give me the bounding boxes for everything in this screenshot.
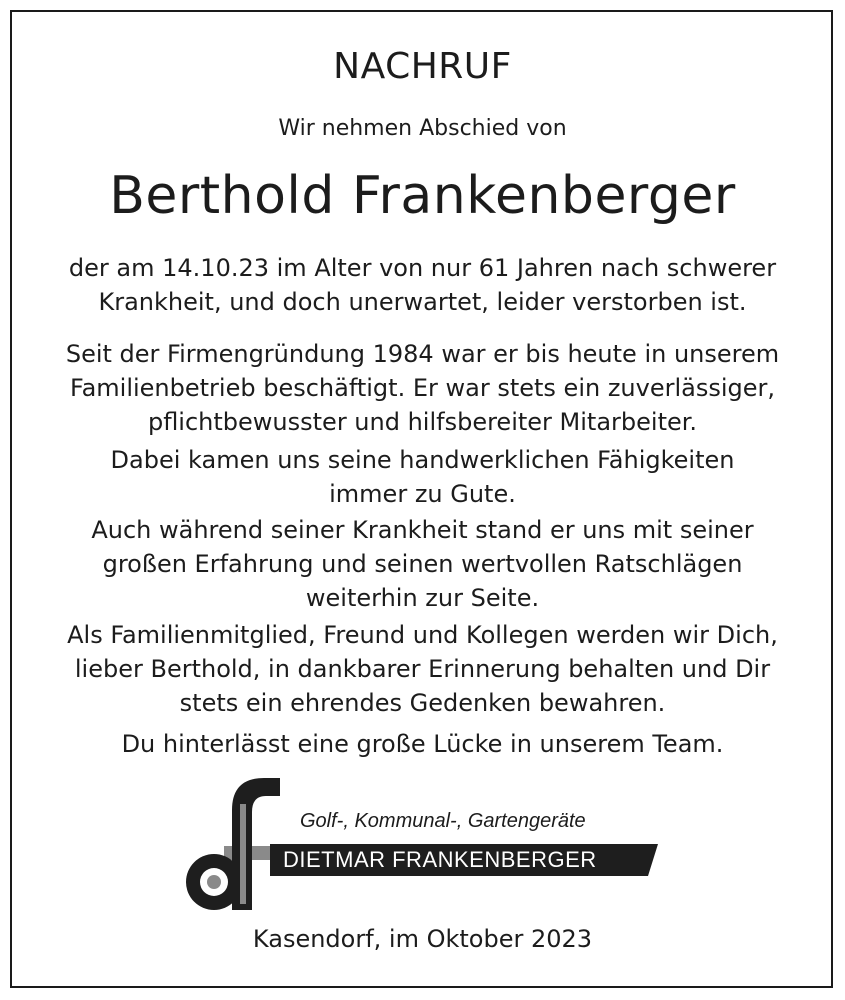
text-line: weiterhin zur Seite. [305, 584, 540, 612]
company-tagline: Golf-, Kommunal-, Gartengeräte [300, 810, 586, 832]
text-line: Seit der Firmengründung 1984 war er bis heute in unserem [65, 340, 780, 368]
paragraph-remembrance [0, 618, 845, 720]
text-line: Als Familienmitglied, Freund und Kollegen werden wir Dich, [67, 621, 778, 649]
paragraph-death-announcement [0, 251, 845, 319]
company-name: DIETMAR FRANKENBERGER [283, 847, 597, 872]
paragraph-illness [0, 513, 845, 615]
company-logo [180, 770, 660, 920]
text-line: pflichtbewusster und hilfsbereiter Mitarbeiter. [147, 408, 698, 436]
place-and-date: Kasendorf, im Oktober 2023 [252, 925, 593, 953]
text-line: Du hinterlässt eine große Lücke in unserem Team. [121, 730, 724, 758]
text-line: immer zu Gute. [329, 480, 516, 508]
text-line: großen Erfahrung und seinen wertvollen Ratschlägen [102, 550, 743, 578]
deceased-name: Berthold Frankenberger [109, 166, 736, 226]
notice-intro: Wir nehmen Abschied von [278, 116, 567, 141]
paragraph-employment [0, 337, 845, 439]
paragraph-skills [0, 443, 845, 511]
text-line: der am 14.10.23 im Alter von nur 61 Jahren nach schwerer [68, 254, 777, 282]
text-line: Auch während seiner Krankheit stand er uns mit seiner [91, 516, 754, 544]
text-line: Krankheit, und doch unerwartet, leider verstorben ist. [98, 288, 747, 316]
paragraph-farewell [0, 727, 845, 761]
text-line: stets ein ehrendes Gedenken bewahren. [179, 689, 666, 717]
text-line: Familienbetrieb beschäftigt. Er war stets ein zuverlässiger, [69, 374, 776, 402]
notice-title: NACHRUF [333, 46, 512, 87]
text-line: Dabei kamen uns seine handwerklichen Fähigkeiten [110, 446, 735, 474]
text-line: lieber Berthold, in dankbarer Erinnerung behalten und Dir [74, 655, 771, 683]
